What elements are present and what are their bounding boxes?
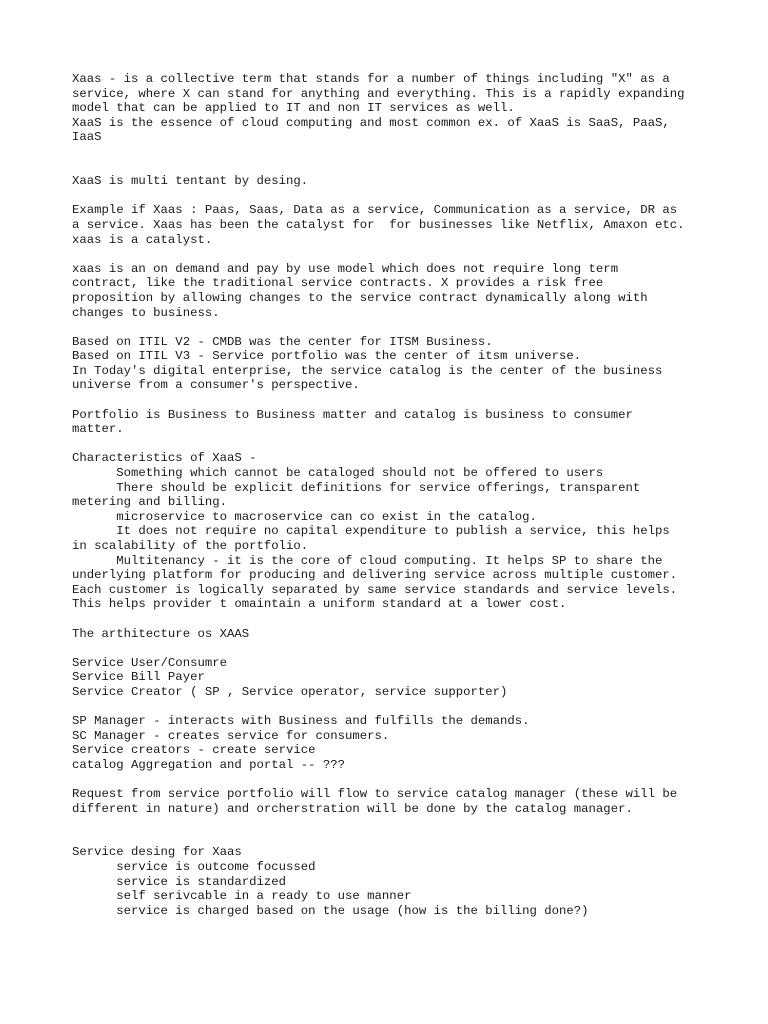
text-line: Service User/Consumre	[72, 655, 227, 670]
paragraph-managers	[72, 714, 712, 772]
text-line: Xaas - is a collective term that stands for a number of things including "X" as a	[72, 72, 670, 86]
text-line: service is standardized	[72, 874, 287, 889]
text-line: In Today's digital enterprise, the service catalog is the center of the business	[72, 363, 663, 378]
text-line: microservice to macroservice can co exist in the catalog.	[72, 509, 537, 524]
text-line: matter.	[72, 422, 124, 437]
text-line: service is outcome focussed	[72, 860, 316, 875]
text-line: There should be explicit definitions for service offerings, transparent	[72, 480, 641, 495]
text-line: Each customer is logically separated by same service standards and service levels.	[72, 582, 678, 597]
text-line: Multitenancy - it is the core of cloud computing. It helps SP to share the	[72, 553, 663, 568]
text-line: Request from service portfolio will flow to service catalog manager (these will be	[72, 787, 678, 802]
text-line: Based on ITIL V2 - CMDB was the center for ITSM Business.	[72, 334, 493, 349]
section-heading: Characteristics of XaaS -	[72, 451, 257, 466]
text-line: different in nature) and orcherstration will be done by the catalog manager.	[72, 801, 633, 816]
text-line: a service. Xaas has been the catalyst for for businesses like Netflix, Amaxon etc.	[72, 217, 685, 232]
paragraph-architecture-heading	[72, 627, 712, 642]
text-line: Service Creator ( SP , Service operator, service supporter)	[72, 684, 508, 699]
paragraph-on-demand	[72, 262, 712, 320]
text-line: changes to business.	[72, 305, 220, 320]
text-line: Something which cannot be cataloged should not be offered to users	[72, 466, 604, 481]
paragraph-multi-tenant	[72, 174, 712, 189]
paragraph-service-design	[72, 845, 712, 918]
text-line: Service Bill Payer	[72, 670, 205, 685]
section-heading: The arthitecture os XAAS	[72, 626, 250, 641]
section-heading: Service desing for Xaas	[72, 845, 242, 860]
text-line: service, where X can stand for anything and everything. This is a rapidly expanding	[72, 86, 685, 101]
text-line: self serivcable in a ready to use manner	[72, 889, 412, 904]
text-line: universe from a consumer's perspective.	[72, 378, 360, 393]
paragraph-portfolio-catalog	[72, 408, 712, 437]
paragraph-characteristics	[72, 451, 712, 612]
text-line: xaas is an on demand and pay by use model which does not require long term	[72, 261, 619, 276]
text-line: metering and billing.	[72, 495, 227, 510]
text-line: XaaS is multi tentant by desing.	[72, 174, 309, 189]
paragraph-roles	[72, 656, 712, 700]
text-line: Based on ITIL V3 - Service portfolio was the center of itsm universe.	[72, 349, 582, 364]
text-line: catalog Aggregation and portal -- ???	[72, 757, 346, 772]
text-line: model that can be applied to IT and non IT services as well.	[72, 101, 515, 116]
paragraph-xaas-definition	[72, 72, 712, 145]
text-line: XaaS is the essence of cloud computing and most common ex. of XaaS is SaaS, PaaS,	[72, 115, 670, 130]
text-line: Portfolio is Business to Business matter and catalog is business to consumer	[72, 407, 633, 422]
text-line: in scalability of the portfolio.	[72, 539, 309, 553]
text-line: contract, like the traditional service contracts. X provides a risk free	[72, 276, 604, 291]
paragraph-request-flow	[72, 787, 712, 816]
text-line: SP Manager - interacts with Business and fulfills the demands.	[72, 714, 530, 729]
text-line: Example if Xaas : Paas, Saas, Data as a service, Communication as a service, DR as	[72, 203, 678, 218]
text-line: It does not require no capital expenditure to publish a service, this helps	[72, 524, 670, 539]
text-line: xaas is a catalyst.	[72, 232, 213, 247]
text-line: underlying platform for producing and delivering service across multiple customer.	[72, 568, 678, 583]
paragraph-itil	[72, 335, 712, 393]
text-line: SC Manager - creates service for consumers.	[72, 728, 390, 743]
document-body	[72, 72, 712, 933]
text-line: proposition by allowing changes to the service contract dynamically along with	[72, 290, 648, 305]
text-line: Service creators - create service	[72, 743, 316, 758]
text-line: service is charged based on the usage (how is the billing done?)	[72, 903, 589, 918]
text-line: IaaS	[72, 130, 102, 145]
text-line: This helps provider t omaintain a uniform standard at a lower cost.	[72, 597, 567, 612]
paragraph-examples	[72, 203, 712, 247]
